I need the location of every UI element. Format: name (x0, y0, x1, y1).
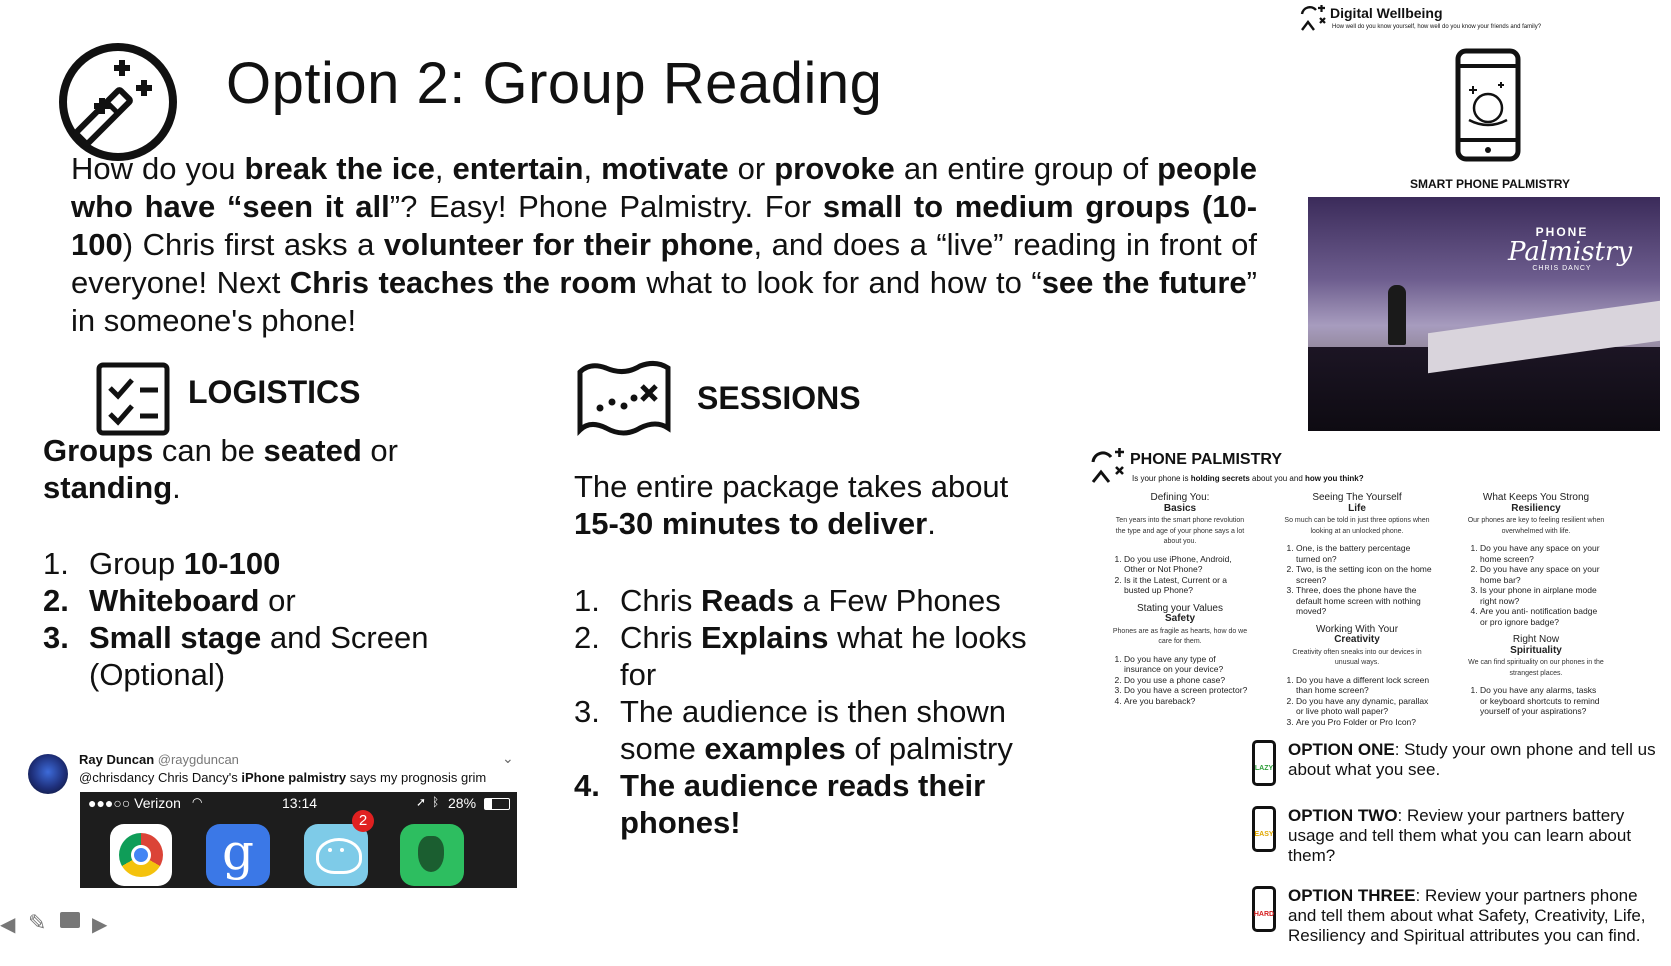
bluetooth-icon: ᛒ (432, 795, 440, 809)
clock-time: 13:14 (282, 795, 318, 811)
palmistry-section: Right Now Spirituality We can find spirituality on our phones in the strangest places. 1. Do you have any alarms, tasks or keyboard shortcuts to remind yourself of your aspirations? (1466, 635, 1606, 717)
magic-wand-icon (58, 42, 178, 162)
phone-outline-icon: EASY (1252, 806, 1276, 852)
intro-paragraph: How do you break the ice, entertain, motivate or provoke an entire group of people who have “seen it all”? Easy! Phone Palmistry. For small to medium groups (10-100) Chris first asks a volunteer for their phone, and does a “live” reading in front of everyone! Next Chris teaches the room what to look for and how to “see the future” in someone's phone! (71, 151, 1258, 338)
back-arrow-icon[interactable]: ◀ (0, 914, 16, 936)
wellbeing-subtitle: How well do you know yourself, how well do you know your friends and family? (1332, 24, 1542, 30)
palmistry-section: Working With Your Creativity Creativity often sneaks into our devices in unusual ways. 1. Do you have a different lock screen than home screen? 2. Do you have any dynamic, parallax or live photo wall paper? 3. Are you Pro Folder or Pro Icon? (1282, 625, 1432, 728)
wifi-icon: ◠ (192, 795, 203, 809)
phone-outline-icon: HARD (1252, 886, 1276, 932)
tweet-text: @chrisdancy Chris Dancy's iPhone palmistry says my prognosis grim (79, 770, 487, 785)
pen-icon[interactable]: ✎ (28, 910, 47, 935)
tweet-author[interactable]: Ray Duncan (79, 752, 155, 767)
phone-outline-icon: LAZY (1252, 740, 1276, 786)
options-list (1252, 740, 1667, 966)
sessions-heading: SESSIONS (697, 380, 861, 416)
evernote-icon[interactable] (400, 824, 464, 886)
palmistry-section: What Keeps You Strong Resiliency Our phones are key to feeling resilient when overwhelmed with life. 1. Do you have any space on your home screen? 2. Do you have any space on your home bar? 3. Is your phone in airplane mode right now? 4. Are you anti- notification badge or pro ignore badge? (1466, 493, 1606, 627)
chevron-down-icon[interactable]: ⌄ (502, 750, 514, 766)
avatar (28, 754, 68, 794)
palmistry-section: Seeing The Yourself Life So much can be told in just three options when looking at an unlocked phone. 1. One, is the battery percentage turned on? 2. Two, is the setting icon on the home screen? 3. Three, does the phone have the default home screen with nothing moved? (1282, 493, 1432, 617)
speaker-figure (1388, 285, 1406, 345)
option-item: HARD OPTION THREE: Review your partners phone and tell them about what Safety, Creativity, Life, Resiliency and Spiritual attributes you can find. (1253, 886, 1646, 945)
list-item: 3. Small stage and Screen (Optional) (43, 620, 429, 692)
palmistry-section: Defining You: Basics Ten years into the smart phone revolution the type and age of your phone says a lot about you. 1. Do you use iPhone, Android, Other or Not Phone? 2. Is it the Latest, Current or a busted up Phone? (1110, 493, 1250, 596)
option-item: LAZY OPTION ONE: Study your own phone and tell us about what you see. (1252, 740, 1667, 780)
palmistry-icon (1090, 448, 1126, 484)
list-item: 2. Chris Explains what he looks for (574, 620, 1027, 692)
palmistry-title: PHONE PALMISTRY (1130, 451, 1283, 468)
battery-percent: 28% (448, 795, 477, 811)
palmistry-subtitle: Is your phone is holding secrets about you and how you think? (1132, 474, 1364, 483)
wellbeing-title: Digital Wellbeing (1330, 5, 1443, 21)
sessions-list (574, 582, 1054, 841)
checklist-icon (96, 362, 170, 436)
chrome-icon[interactable] (110, 824, 172, 886)
digital-wellbeing-icon (1300, 4, 1326, 32)
location-icon: ➚ (416, 795, 427, 809)
notification-badge: 2 (352, 810, 374, 832)
smartphone-icon (1455, 48, 1521, 162)
list-item: 1. Chris Reads a Few Phones (574, 583, 1001, 618)
map-icon (576, 358, 672, 440)
tweet-handle[interactable]: @raygduncan (157, 752, 239, 767)
list-item: 1. Group 10-100 (43, 546, 281, 581)
google-icon[interactable]: g (206, 824, 270, 886)
palmistry-column-3 (1466, 493, 1606, 725)
carrier-status: ●●●○○ Verizon (88, 795, 181, 811)
projection-sign: PHONE Palmistry CHRIS DANCY (1508, 225, 1633, 272)
wellbeing-caption: SMART PHONE PALMISTRY (1410, 177, 1571, 191)
tweet-screenshot[interactable] (80, 792, 517, 888)
page-title: Option 2: Group Reading (226, 51, 883, 116)
waze-icon[interactable] (304, 824, 368, 886)
list-item: 3. The audience is then shown some examples of palmistry (574, 694, 1013, 766)
option-item: EASY OPTION TWO: Review your partners battery usage and tell them what you can learn about them? (1252, 806, 1667, 866)
logistics-heading: LOGISTICS (188, 374, 361, 410)
logistics-lead: Groups can be seated or standing. (43, 433, 398, 505)
sessions-lead: The entire package takes about 15-30 minutes to deliver. (574, 469, 1009, 541)
list-item: 2. Whiteboard or (43, 583, 296, 618)
notes-icon[interactable] (60, 912, 80, 928)
palmistry-column-2 (1282, 493, 1432, 735)
palmistry-column-1 (1110, 493, 1250, 714)
palmistry-section: Stating your Values Safety Phones are as fragile as hearts, how do we care for them. 1. Do you have any type of insurance on your device? 2. Do you use a phone case? 3. Do you have a screen protector? 4. Are you bareback? (1110, 604, 1250, 707)
stage-photo (1308, 197, 1660, 431)
forward-arrow-icon[interactable]: ▶ (92, 914, 108, 936)
list-item: 4. The audience reads their phones! (574, 768, 986, 840)
battery-icon (484, 798, 510, 810)
logistics-list (43, 545, 463, 693)
tweet-card[interactable] (28, 748, 520, 888)
